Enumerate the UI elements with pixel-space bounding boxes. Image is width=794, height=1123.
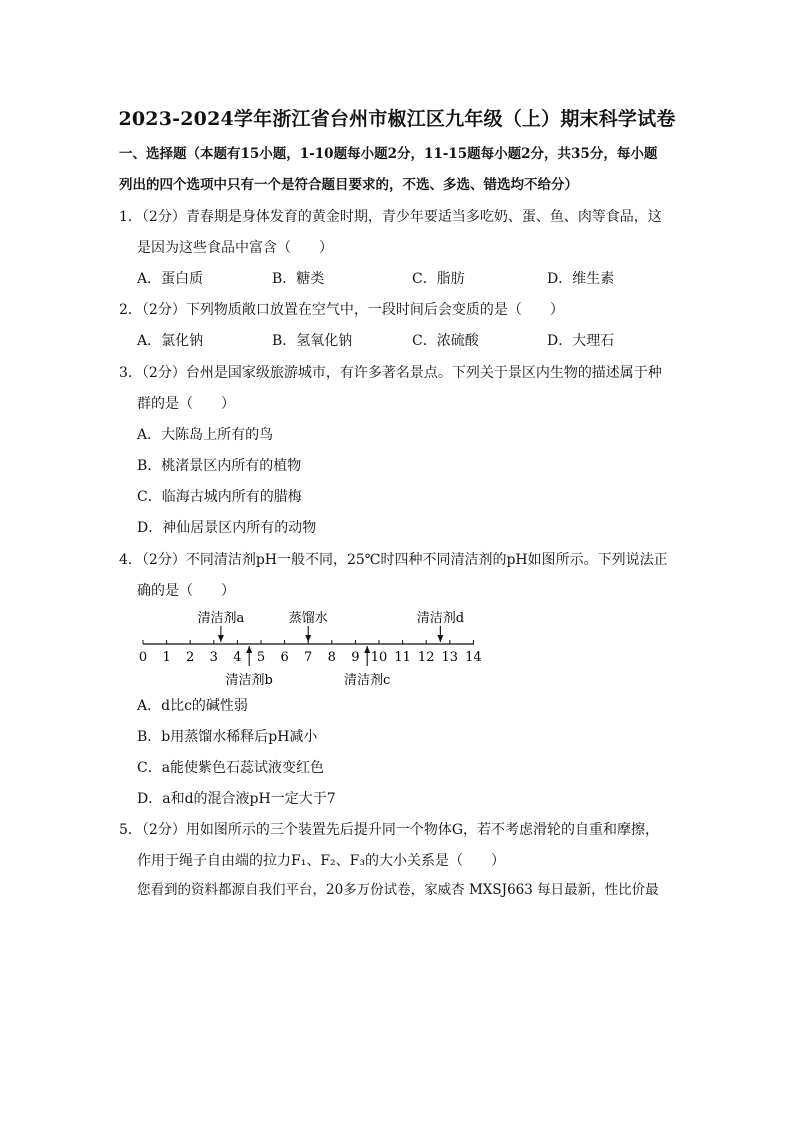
question-3-option-c: C．临海古城内所有的腊梅: [137, 489, 302, 505]
ph-tick-label: 9: [351, 650, 360, 665]
question-1-stem-cont: 是因为这些食品中富含（ ）: [137, 240, 333, 256]
ph-marker-below-1-label: 清洁剂c: [344, 673, 391, 688]
ph-tick-label: 10: [370, 650, 388, 665]
question-2-option-c: C．浓硫酸: [412, 333, 479, 349]
ph-marker-above-0-arrow-head: [218, 635, 224, 642]
ph-tick-label: 3: [209, 650, 218, 665]
question-1-option-b: B．糖类: [272, 271, 325, 287]
question-5-stem: 5．（2分）用如图所示的三个装置先后提升同一个物体G，若不考虑滑轮的自重和摩擦，: [119, 822, 659, 838]
ph-marker-below-0-arrow-head: [246, 646, 252, 653]
ph-marker-above-1-label: 蒸馏水: [288, 611, 328, 626]
question-2-option-b: B．氢氧化钠: [272, 333, 353, 349]
question-3-stem-cont: 群的是（ ）: [137, 396, 235, 412]
section-heading-line-1: 一、选择题（本题有15小题，1-10题每小题2分，11-15题每小题2分，共35分，每小题: [119, 146, 658, 162]
ph-tick-label: 4: [233, 650, 242, 665]
question-4-stem-cont: 确的是（ ）: [137, 583, 235, 599]
question-4-option-c: C．a能使紫色石蕊试液变红色: [137, 760, 325, 776]
question-1-option-d: D．维生素: [547, 271, 615, 287]
question-5-stem-cont: 作用于绳子自由端的拉力F₁、F₂、F₃的大小关系是（ ）: [137, 853, 505, 869]
question-3-option-a: A．大陈岛上所有的鸟: [137, 427, 274, 443]
exam-title: 2023-2024学年浙江省台州市椒江区九年级（上）期末科学试卷: [118, 108, 676, 130]
ph-marker-above-2-arrow-head: [437, 635, 443, 642]
question-1-option-c: C．脂肪: [412, 271, 465, 287]
ph-marker-above-2-label: 清洁剂d: [416, 611, 465, 626]
ph-marker-below-0-label: 清洁剂b: [225, 673, 273, 688]
question-4-stem: 4．（2分）不同清洁剂pH一般不同，25℃时四种不同清洁剂的pH如图所示。下列说法正: [119, 552, 668, 568]
question-3-option-b: B．桃渚景区内所有的植物: [137, 458, 302, 474]
ph-tick-label: 1: [162, 650, 171, 665]
footer-note: 您看到的资料都源自我们平台，20多万份试卷，家威杏 MXSJ663 每日最新，性比价最: [137, 882, 659, 898]
ph-scale-figure: [125, 600, 495, 692]
question-4-option-b: B．b用蒸馏水稀释后pH减小: [137, 729, 318, 745]
ph-tick-label: 5: [256, 650, 266, 665]
ph-tick-label: 2: [186, 650, 195, 665]
ph-tick-label: 8: [327, 650, 336, 665]
ph-tick-label: 14: [465, 650, 482, 665]
ph-tick-label: 7: [304, 650, 313, 665]
question-1-option-a: A．蛋白质: [137, 271, 204, 287]
question-2-option-d: D．大理石: [547, 333, 615, 349]
ph-tick-label: 6: [280, 650, 289, 665]
ph-tick-label: 11: [394, 650, 411, 665]
question-1-stem: 1．（2分）青春期是身体发育的黄金时期，青少年要适当多吃奶、蛋、鱼、肉等食品，这: [119, 209, 662, 225]
question-3-stem: 3．（2分）台州是国家级旅游城市，有许多著名景点。下列关于景区内生物的描述属于种: [119, 365, 662, 381]
section-heading-line-2: 列出的四个选项中只有一个是符合题目要求的，不选、多选、错选均不给分）: [119, 177, 578, 193]
question-2-stem: 2．（2分）下列物质敞口放置在空气中，一段时间后会变质的是（ ）: [119, 302, 564, 318]
ph-marker-below-1-arrow-head: [364, 646, 370, 653]
ph-marker-above-1-arrow-head: [305, 635, 311, 642]
question-3-option-d: D．神仙居景区内所有的动物: [137, 520, 317, 536]
question-4-option-a: A．d比c的碱性弱: [137, 698, 248, 714]
question-2-option-a: A．氯化钠: [137, 333, 204, 349]
ph-marker-above-0-label: 清洁剂a: [197, 611, 245, 626]
question-4-option-d: D．a和d的混合液pH一定大于7: [137, 791, 336, 807]
ph-tick-label: 12: [417, 650, 435, 665]
ph-tick-label: 0: [138, 650, 148, 665]
ph-tick-label: 13: [441, 650, 459, 665]
